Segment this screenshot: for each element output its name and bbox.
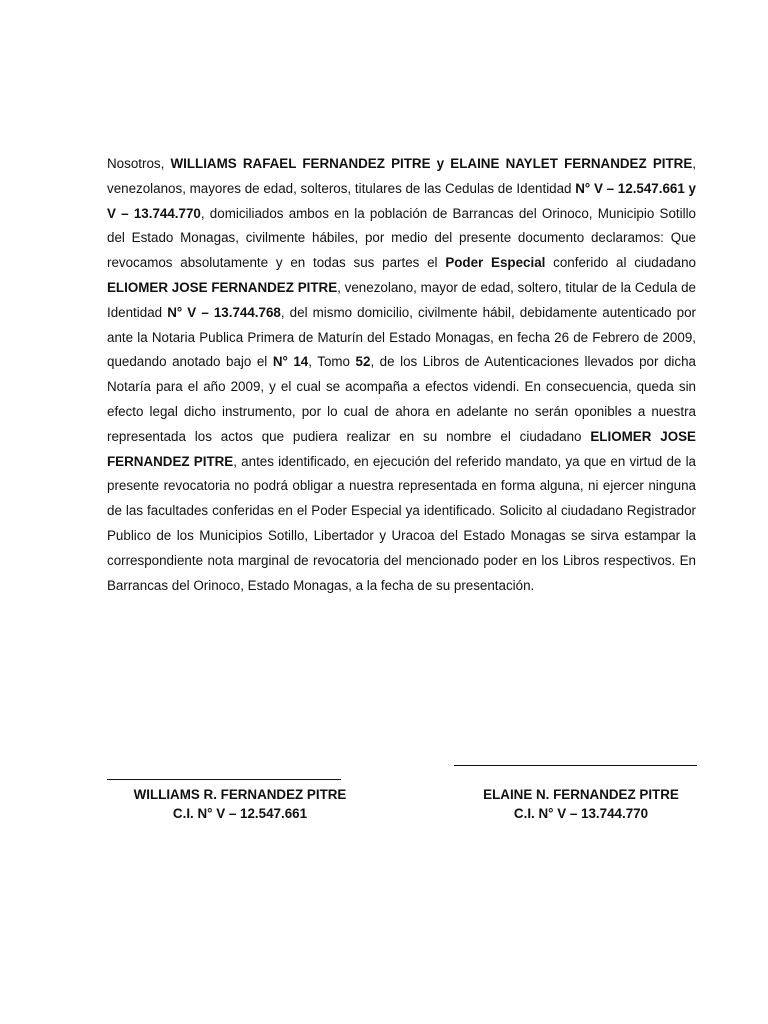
signer-name: WILLIAMS R. FERNANDEZ PITRE <box>133 787 347 802</box>
signature-line-left <box>107 779 341 780</box>
body-text-bold: N° V – 12.547.661 y V – 13.744.770 <box>107 180 696 221</box>
document-body <box>107 152 696 598</box>
body-text-bold: ELIOMER JOSE FERNANDEZ PITRE <box>107 428 696 469</box>
signature-block-right <box>446 785 716 823</box>
body-text-bold: N° V – 13.744.768 <box>167 304 281 320</box>
body-text-bold: Poder Especial <box>445 255 546 271</box>
body-text-bold: 52 <box>355 354 371 370</box>
body-text: , venezolanos, mayores de edad, solteros, titulares de las Cedulas de Identidad <box>107 156 696 196</box>
body-text-bold: N° 14 <box>272 354 309 370</box>
signer-id: C.I. N° V – 13.744.770 <box>513 806 649 821</box>
signature-line-right <box>454 765 697 766</box>
body-text: , Tomo <box>308 354 356 370</box>
body-text: , antes identificado, en ejecución del referido mandato, ya que en virtud de la presente revocatoria no podrá obligar a nuestra representada en forma alguna, ni ejercer ninguna de las facultades conferidas en el Poder Especial ya identificado. Solicito al ciudadano Registrador Publico de los Municipios Sotillo, Libertador y Uracoa del Estado Monagas se sirva estampar la correspondiente nota marginal de revocatoria del mencionado poder en los Libros respectivos. En Barrancas del Orinoco, Estado Monagas, a la fecha de su presentación. <box>107 453 696 593</box>
signature-block-left <box>107 785 373 823</box>
body-text-bold: ELIOMER JOSE FERNANDEZ PITRE <box>107 279 338 295</box>
body-text: , venezolano, mayor de edad, soltero, titular de la Cedula de Identidad <box>107 279 696 320</box>
body-text: , del mismo domicilio, civilmente hábil, debidamente autenticado por ante la Notaria Publica Primera de Maturín del Estado Monagas, en fecha 26 de Febrero de 2009, quedando anotado bajo el <box>107 304 696 370</box>
signer-name: ELAINE N. FERNANDEZ PITRE <box>483 787 679 802</box>
body-text: , de los Libros de Autenticaciones llevados por dicha Notaría para el año 2009, y el cual se acompaña a efectos videndi. En consecuencia, queda sin efecto legal dicho instrumento, por lo cual de ahora en adelante no serán oponibles a nuestra representada los actos que pudiera realizar en su nombre el ciudadano <box>107 354 697 444</box>
body-text: , domiciliados ambos en la población de Barrancas del Orinoco, Municipio Sotillo del Estado Monagas, civilmente hábiles, por medio del presente documento declaramos: Que revocamos absolutamente y en todas sus partes el <box>107 205 696 271</box>
body-text-bold: WILLIAMS RAFAEL FERNANDEZ PITRE y ELAINE NAYLET FERNANDEZ PITRE <box>170 156 693 171</box>
signer-id: C.I. N° V – 12.547.661 <box>172 806 308 821</box>
body-text: Nosotros, <box>107 156 171 171</box>
body-text: conferido al ciudadano <box>545 255 696 271</box>
